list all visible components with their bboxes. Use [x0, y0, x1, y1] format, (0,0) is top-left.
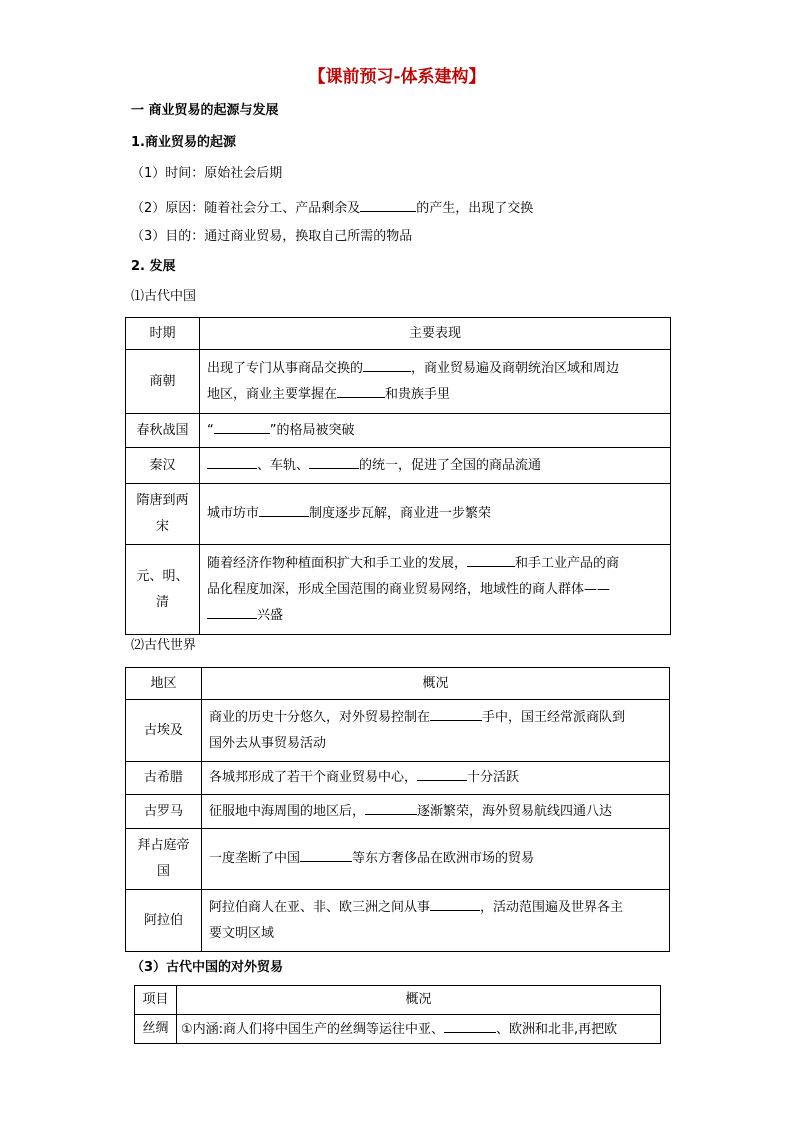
cell-text: ①内涵:商人们将中国生产的丝绸等运往中亚、	[181, 1021, 445, 1037]
subsection-development: 2. 发展	[131, 259, 176, 274]
table-row	[126, 829, 670, 890]
cell-text: 元、明、	[136, 568, 189, 584]
table-ancient-china	[125, 317, 671, 635]
cell-text: 等东方奢侈品在欧洲市场的贸易	[352, 851, 535, 866]
cell-text: 品化程度加深，形成全国范围的商业贸易网络，地域性的商人群体——	[207, 581, 611, 597]
subsection-ancient-world: ⑵古代世界	[131, 638, 197, 653]
cell-text: 、车轨、	[257, 457, 310, 473]
origin-purpose	[131, 228, 412, 246]
cell-text: 制度逐步瓦解，商业进一步繁荣	[309, 506, 492, 521]
fill-blank[interactable]	[309, 454, 359, 469]
table-row	[126, 448, 671, 484]
subsection-origin: 1.商业贸易的起源	[131, 135, 236, 150]
fill-blank[interactable]	[337, 383, 385, 398]
cell-text: “	[207, 422, 214, 438]
origin-purpose-text: （3）目的：通过商业贸易，换取自己所需的物品	[131, 229, 413, 244]
origin-reason	[131, 197, 533, 218]
subsection-foreign-trade: （3）古代中国的对外贸易	[131, 960, 284, 975]
fill-blank[interactable]	[430, 706, 482, 721]
cell-text: 的统一，促进了全国的商品流通	[359, 457, 542, 473]
content-cell	[200, 484, 671, 545]
cell-text: 拜占庭帝	[137, 838, 190, 853]
fill-blank[interactable]	[467, 552, 515, 567]
region-cell: 古罗马	[126, 795, 202, 829]
cell-text: 要文明区域	[209, 925, 275, 941]
content-cell	[200, 414, 671, 448]
fill-blank[interactable]	[300, 847, 352, 862]
content-cell	[202, 700, 670, 762]
fill-blank[interactable]	[417, 766, 467, 781]
cell-text: 地区，商业主要掌握在	[207, 386, 338, 402]
cell-text: 国外去从事贸易活动	[209, 735, 327, 751]
table-row	[126, 350, 671, 414]
cell-text: 一度垄断了中国	[209, 851, 301, 866]
cell-text: 十分活跃	[467, 770, 520, 785]
table-row	[126, 484, 671, 545]
fill-blank[interactable]	[214, 419, 270, 434]
cell-text: 和贵族手里	[385, 386, 451, 402]
cell-text: ，活动范围遍及世界各主	[480, 899, 624, 915]
period-cell	[126, 545, 200, 635]
table-header-row	[135, 986, 661, 1015]
cell-text: 阿拉伯商人在亚、非、欧三洲之间从事	[209, 899, 431, 915]
col-header-period: 时期	[126, 318, 200, 350]
cell-text: 清	[155, 594, 169, 610]
col-header-overview: 概况	[202, 668, 670, 700]
table-header-row	[126, 318, 671, 350]
region-cell: 古希腊	[126, 762, 202, 795]
region-cell: 古埃及	[126, 700, 202, 762]
table-row	[135, 1015, 661, 1044]
cell-text: 手中，国王经常派商队到	[482, 709, 626, 725]
cell-text: 国	[156, 864, 170, 879]
item-cell: 丝绸	[135, 1015, 177, 1044]
content-cell	[177, 1015, 661, 1044]
col-header-region: 地区	[126, 668, 202, 700]
period-cell	[126, 484, 200, 545]
cell-text: 宋	[155, 519, 169, 534]
col-header-content: 主要表现	[200, 318, 671, 350]
table-foreign-trade	[134, 985, 661, 1044]
table-row	[126, 795, 670, 829]
region-cell	[126, 829, 202, 890]
cell-text: 和手工业产品的商	[515, 555, 620, 571]
subsection-ancient-china: ⑴古代中国	[131, 289, 197, 304]
content-cell	[200, 350, 671, 414]
cell-text: 城市坊市	[207, 506, 260, 521]
table-row	[126, 700, 670, 762]
period-cell: 春秋战国	[126, 414, 200, 448]
page-title: 【课前预习-体系建构】	[308, 67, 486, 87]
cell-text: ”的格局被突破	[269, 422, 355, 438]
fill-blank[interactable]	[430, 896, 480, 911]
table-row	[126, 414, 671, 448]
region-cell: 阿拉伯	[126, 890, 202, 952]
cell-text: 兴盛	[257, 607, 284, 623]
fill-blank[interactable]	[360, 197, 416, 212]
fill-blank[interactable]	[444, 1018, 496, 1033]
cell-text: 、欧洲和北非,再把欧	[496, 1021, 618, 1037]
origin-reason-text: （2）原因：随着社会分工、产品剩余及	[131, 201, 361, 216]
cell-text: 随着经济作物种植面积扩大和手工业的发展，	[207, 555, 468, 571]
section-heading: 一 商业贸易的起源与发展	[131, 103, 279, 118]
fill-blank[interactable]	[259, 502, 309, 517]
table-header-row	[126, 668, 670, 700]
col-header-item: 项目	[135, 986, 177, 1015]
table-ancient-world	[125, 667, 670, 952]
fill-blank[interactable]	[207, 454, 257, 469]
origin-time	[131, 165, 282, 183]
content-cell	[202, 762, 670, 795]
content-cell	[202, 829, 670, 890]
fill-blank[interactable]	[365, 800, 417, 815]
cell-text: ，商业贸易遍及商朝统治区域和周边	[411, 360, 620, 376]
fill-blank[interactable]	[363, 357, 411, 372]
cell-text: 出现了专门从事商品交换的	[207, 360, 364, 376]
content-cell	[202, 795, 670, 829]
period-cell: 商朝	[126, 350, 200, 414]
cell-text: 征服地中海周围的地区后，	[209, 803, 366, 819]
cell-text: 各城邦形成了若干个商业贸易中心，	[209, 770, 418, 785]
table-row	[126, 762, 670, 795]
table-row	[126, 890, 670, 952]
period-cell: 秦汉	[126, 448, 200, 484]
cell-text: 商业的历史十分悠久，对外贸易控制在	[209, 709, 431, 725]
origin-reason-text-end: 的产生，出现了交换	[416, 201, 534, 216]
origin-time-text: （1）时间：原始社会后期	[131, 166, 283, 181]
content-cell	[200, 545, 671, 635]
cell-text: 逐渐繁荣，海外贸易航线四通八达	[417, 803, 613, 819]
cell-text: 隋唐到两	[136, 493, 189, 508]
table-row	[126, 545, 671, 635]
fill-blank[interactable]	[207, 604, 257, 619]
col-header-overview: 概况	[177, 986, 661, 1015]
content-cell	[200, 448, 671, 484]
content-cell	[202, 890, 670, 952]
